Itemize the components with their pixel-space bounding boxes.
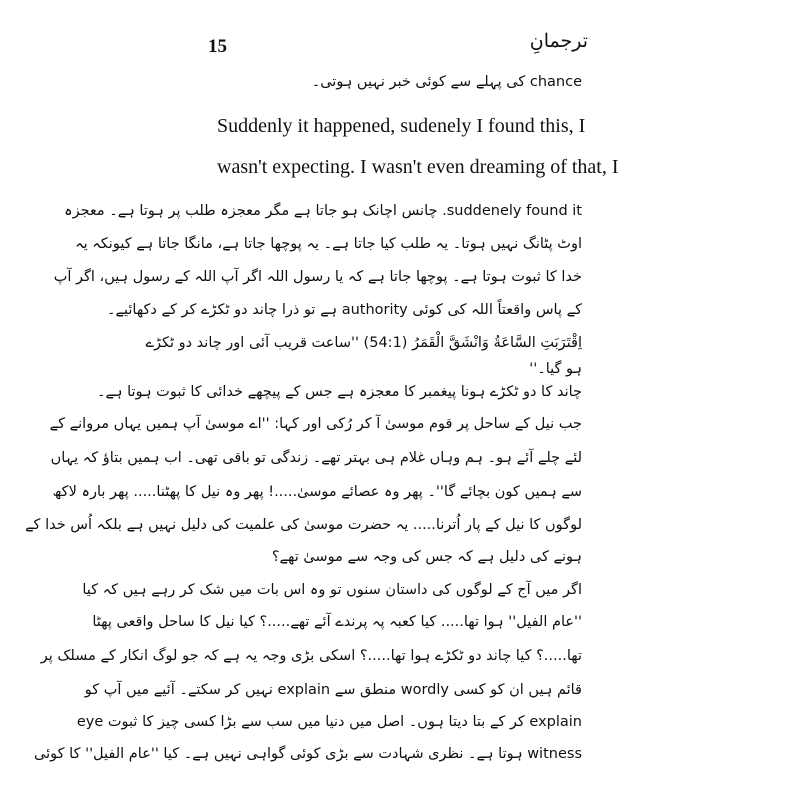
page-number: 15 xyxy=(208,36,227,57)
text-line: تھا.....؟ کیا چاند دو ٹکڑے ہوا تھا.....؟ اسکی بڑی وجہ یہ ہے کہ جو لوگ انکار کے مسلک پر xyxy=(40,648,582,664)
text-line: لئے چلے آئے ہو۔ ہم وہاں غلام ہی بہتر تھے۔ زندگی تو باقی تھی۔ اب ہمیں بتاؤ کہ یہاں xyxy=(50,450,582,466)
text-line: اگر میں آج کے لوگوں کی داستان سنوں تو وہ اس بات میں شک کر رہے ہیں کہ کیا xyxy=(82,582,582,598)
text-line: اوٹ پٹانگ نہیں ہوتا۔ یہ طلب کیا جاتا ہے۔ یہ پوچھا جاتا ہے، مانگا جاتا ہے کیونکہ یہ xyxy=(75,236,582,252)
text-line: chance کی پہلے سے کوئی خبر نہیں ہوتی۔ xyxy=(311,74,582,90)
text-line: ''عام الفیل'' ہوا تھا..... کیا کعبہ پہ پرندے آئے تھے.....؟ کیا نیل کا ساحل واقعی پھٹا xyxy=(92,614,582,630)
text-line: suddenely found it. چانس اچانک ہو جاتا ہے مگر معجزہ طلب پر ہوتا ہے۔ معجزہ xyxy=(64,203,582,219)
text-line: Suddenly it happened, sudenely I found this, I xyxy=(217,115,586,137)
text-line: قائم ہیں ان کو کسی wordly منطق سے explain نہیں کر سکتے۔ آئیے میں آپ کو xyxy=(84,682,582,698)
text-line: چاند کا دو ٹکڑے ہونا پیغمبر کا معجزہ ہے جس کے پیچھے خدائی کا ثبوت ہوتا ہے۔ xyxy=(97,384,582,400)
text-line: explain کر کے بتا دیتا ہوں۔ اصل میں دنیا میں سب سے بڑا کسی چیز کا ثبوت eye xyxy=(76,714,582,730)
text-line: ہونے کی دلیل ہے کہ جس کی وجہ سے موسیٰ تھے؟ xyxy=(271,549,582,565)
text-line: ہو گیا۔'' xyxy=(529,361,582,377)
text-line: لوگوں کا نیل کے پار اُترنا..... یہ حضرت موسیٰ کی علمیت کی دلیل نہیں ہے بلکہ اُس خدا کے xyxy=(25,517,582,533)
text-line: wasn't expecting. I wasn't even dreaming of that, I xyxy=(217,156,619,178)
text-line: خدا کا ثبوت ہوتا ہے۔ پوچھا جاتا ہے کہ یا رسول اللہ اگر آپ اللہ کے رسول ہیں، اگر آپ xyxy=(53,269,582,285)
text-line: witness ہوتا ہے۔ نظری شہادت سے بڑی کوئی گواہی نہیں ہے۔ کیا ''عام الفیل'' کا کوئی xyxy=(34,746,582,762)
text-line: جب نیل کے ساحل پر قوم موسیٰ آ کر رُکی اور کہا: ''اے موسیٰ آپ ہمیں یہاں مروانے کے xyxy=(49,416,582,432)
text-line: سے ہمیں کون بچائے گا''۔ پھر وہ عصائے موسیٰ.....! پھر وہ نیل کا پھٹنا..... پھر بارہ لاکھ xyxy=(52,484,582,500)
running-header: ترجمانِ xyxy=(529,30,588,52)
text-line: اِقْتَرَبَتِ السَّاعَةُ وَانْشَقَّ الْقَمَرُ (54:1) ''ساعت قریب آئی اور چاند دو ٹکڑے xyxy=(145,335,582,351)
text-line: کے پاس واقعتاً اللہ کی کوئی authority ہے تو ذرا چاند دو ٹکڑے کر کے دکھائیے۔ xyxy=(107,302,582,318)
